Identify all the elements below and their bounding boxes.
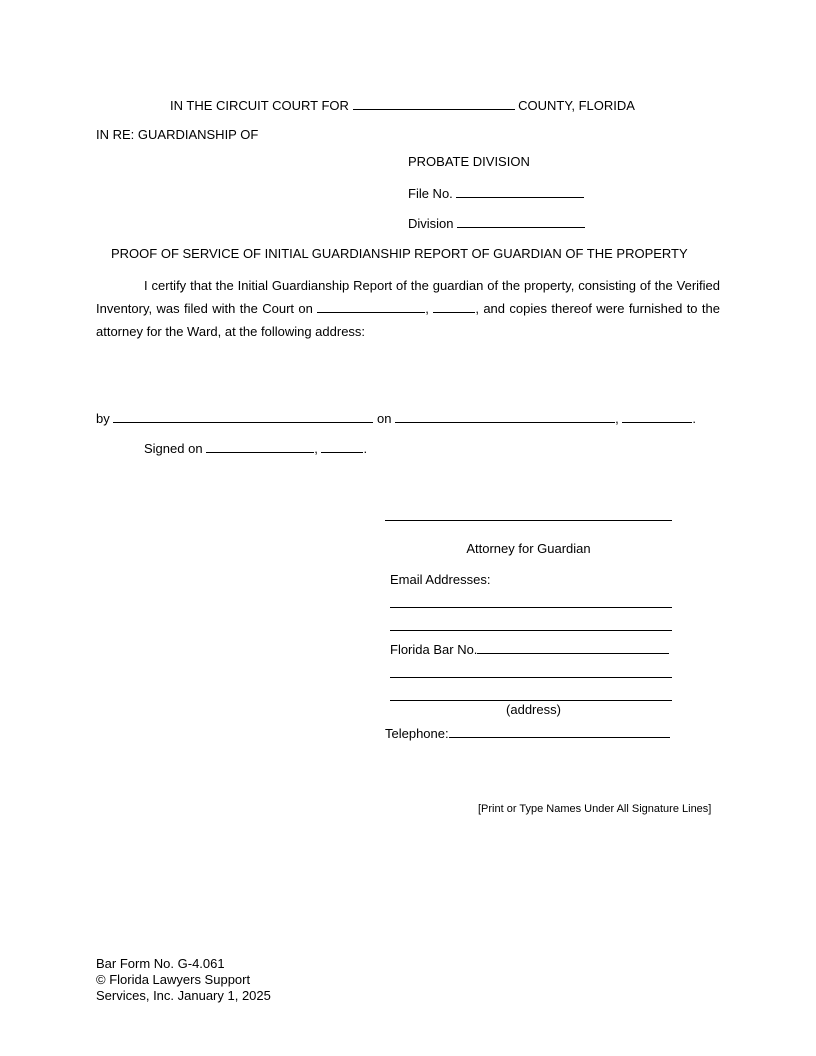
florida-bar-blank[interactable] [477, 641, 669, 654]
division-blank[interactable] [457, 215, 585, 228]
by-label: by [96, 411, 110, 426]
certification-text-1: I certify that the Initial Guardianship Report of the guardian of the property, consisting of the Verified Inventory, was filed with the Court on [96, 278, 720, 316]
court-heading [170, 97, 635, 114]
certification-comma: , [425, 301, 429, 316]
served-year-blank[interactable] [622, 410, 692, 423]
signed-comma: , [314, 441, 318, 456]
telephone-row [385, 725, 670, 742]
certification-text-2: , and copies thereof were furnished to the attorney for the Ward, at the following address: [96, 301, 720, 339]
address-label: (address) [506, 702, 561, 717]
florida-bar-label: Florida Bar No. [390, 642, 478, 657]
signed-date-blank[interactable] [206, 440, 314, 453]
service-by-row [96, 410, 696, 427]
email-line-2[interactable] [390, 630, 672, 631]
signed-on-row [144, 440, 367, 457]
filed-year-blank[interactable] [433, 300, 475, 313]
footer-date: Services, Inc. January 1, 2025 [96, 988, 271, 1003]
attorney-for-guardian: Attorney for Guardian [466, 541, 591, 556]
court-prefix: IN THE CIRCUIT COURT FOR [170, 98, 349, 113]
footer-copyright: © Florida Lawyers Support [96, 972, 251, 987]
footer-form-number: Bar Form No. G-4.061 [96, 956, 225, 971]
county-blank[interactable] [353, 97, 515, 110]
file-no-label: File No. [408, 186, 453, 201]
telephone-blank[interactable] [449, 725, 670, 738]
court-suffix: COUNTY, FLORIDA [518, 98, 635, 113]
form-footer [96, 956, 271, 1004]
signed-period: . [363, 441, 368, 456]
email-label: Email Addresses: [390, 572, 491, 587]
address-line-2[interactable] [390, 700, 672, 701]
file-no-row [408, 185, 584, 202]
served-by-blank[interactable] [113, 410, 373, 423]
division-row [408, 215, 585, 232]
print-names-note: [Print or Type Names Under All Signature Lines] [478, 803, 712, 815]
service-period: . [692, 411, 696, 426]
signed-on-label: Signed on [144, 441, 203, 456]
file-no-blank[interactable] [456, 185, 584, 198]
telephone-label: Telephone: [385, 726, 449, 741]
florida-bar-row [390, 641, 669, 658]
on-label: on [376, 411, 392, 426]
service-comma: , [615, 411, 619, 426]
division-label: Division [408, 216, 454, 231]
document-title: PROOF OF SERVICE OF INITIAL GUARDIANSHIP REPORT OF GUARDIAN OF THE PROPERTY [111, 246, 688, 261]
address-line-1[interactable] [390, 677, 672, 678]
served-date-blank[interactable] [395, 410, 615, 423]
filed-date-blank[interactable] [317, 300, 425, 313]
in-re-label: IN RE: GUARDIANSHIP OF [96, 127, 259, 142]
email-line-1[interactable] [390, 607, 672, 608]
signed-year-blank[interactable] [321, 440, 363, 453]
signature-line[interactable] [385, 520, 672, 521]
probate-division: PROBATE DIVISION [408, 154, 530, 169]
certification-paragraph [96, 274, 720, 343]
